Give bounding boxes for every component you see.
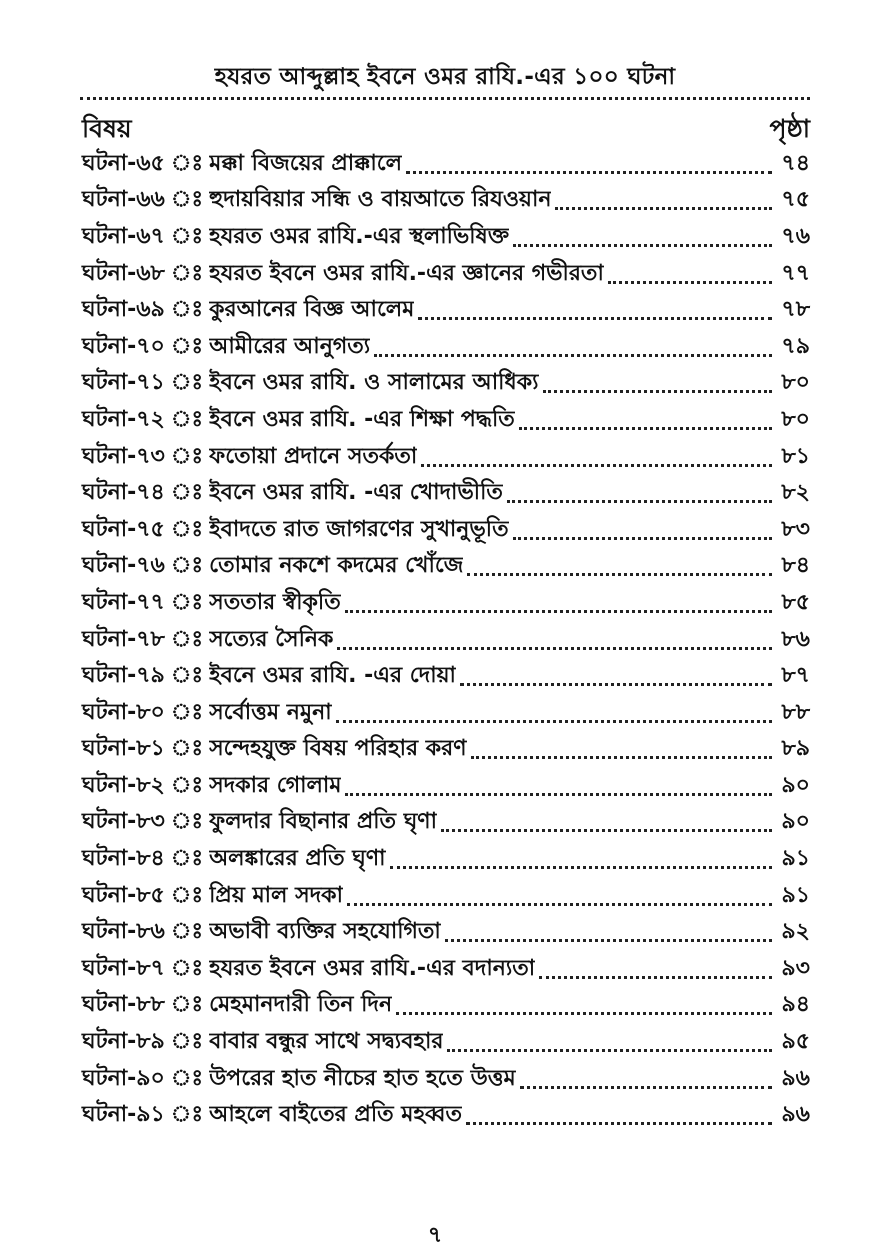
entry-label: ঘটনা-৮২ xyxy=(82,772,165,798)
toc-entry xyxy=(82,256,810,293)
entry-page-number: ৭৬ xyxy=(781,223,810,249)
entry-page-number: ৯৬ xyxy=(781,1102,810,1128)
entry-label: ঘটনা-৭৪ xyxy=(82,480,165,506)
entry-page-number: ৮৪ xyxy=(781,553,810,579)
entry-separator: ঃ xyxy=(170,663,204,689)
toc-entry xyxy=(82,768,810,805)
entry-title: ইবনে ওমর রাযি. -এর দোয়া xyxy=(209,663,456,689)
entry-separator: ঃ xyxy=(170,187,204,213)
entry-label: ঘটনা-৭৬ xyxy=(82,553,165,579)
entry-title: হুদায়বিয়ার সন্ধি ও বায়আতে রিযওয়ান xyxy=(209,187,552,213)
entry-page-number: ৮৩ xyxy=(781,516,810,542)
entry-title: হযরত ইবনে ওমর রাযি.-এর বদান্যতা xyxy=(209,955,536,981)
dot-leader xyxy=(374,354,772,357)
entry-separator: ঃ xyxy=(170,150,204,176)
entry-label: ঘটনা-৮৫ xyxy=(82,882,165,908)
entry-title: হযরত ওমর রাযি.-এর স্থলাভিষিক্ত xyxy=(209,223,510,249)
entry-page-number: ৮০ xyxy=(781,370,810,396)
entry-label: ঘটনা-৭৩ xyxy=(82,443,165,469)
dot-leader xyxy=(337,647,772,650)
toc-entry xyxy=(82,292,810,329)
entry-page-number: ৮১ xyxy=(781,443,810,469)
toc-entry xyxy=(82,439,810,476)
entry-title: তোমার নকশে কদমের খোঁজে xyxy=(209,553,464,579)
page-number: ৭ xyxy=(427,1223,443,1248)
entry-label: ঘটনা-৮৩ xyxy=(82,809,165,835)
entry-page-number: ৮৯ xyxy=(781,736,810,762)
entry-label: ঘটনা-৭০ xyxy=(82,333,165,359)
table-of-contents xyxy=(82,146,810,1134)
entry-separator: ঃ xyxy=(170,736,204,762)
column-headings xyxy=(82,112,810,148)
entry-separator: ঃ xyxy=(170,553,204,579)
toc-entry xyxy=(82,841,810,878)
toc-entry xyxy=(82,1097,810,1134)
toc-entry xyxy=(82,585,810,622)
toc-entry xyxy=(82,146,810,183)
toc-entry xyxy=(82,402,810,439)
dot-leader xyxy=(608,281,772,284)
toc-entry xyxy=(82,805,810,842)
entry-title: কুরআনের বিজ্ঞ আলেম xyxy=(209,297,415,323)
dot-leader xyxy=(445,939,772,942)
entry-title: সত্যের সৈনিক xyxy=(209,626,334,652)
header-dotted-rule xyxy=(80,97,810,100)
entry-page-number: ৭৪ xyxy=(781,150,810,176)
entry-separator: ঃ xyxy=(170,589,204,615)
entry-separator: ঃ xyxy=(170,1065,204,1091)
dot-leader xyxy=(460,683,772,686)
entry-separator: ঃ xyxy=(170,260,204,286)
entry-title: ইবনে ওমর রাযি. ও সালামের আধিক্য xyxy=(209,370,539,396)
entry-page-number: ৮৫ xyxy=(781,589,810,615)
running-header: হযরত আব্দুল্লাহ ইবনে ওমর রাযি.-এর ১০০ ঘটনা xyxy=(214,64,676,90)
dot-leader xyxy=(396,1012,772,1015)
toc-entry xyxy=(82,183,810,220)
toc-entry xyxy=(82,914,810,951)
dot-leader xyxy=(336,720,772,723)
dot-leader xyxy=(471,756,772,759)
entry-separator: ঃ xyxy=(170,809,204,835)
entry-page-number: ৯৬ xyxy=(781,1065,810,1091)
entry-label: ঘটনা-৬৫ xyxy=(82,150,165,176)
entry-separator: ঃ xyxy=(170,297,204,323)
entry-page-number: ৯৩ xyxy=(781,955,810,981)
entry-page-number: ৮৬ xyxy=(781,626,810,652)
toc-entry xyxy=(82,329,810,366)
entry-separator: ঃ xyxy=(170,406,204,432)
entry-separator: ঃ xyxy=(170,443,204,469)
entry-label: ঘটনা-৭২ xyxy=(82,406,165,432)
entry-separator: ঃ xyxy=(170,223,204,249)
entry-title: আমীরের আনুগত্য xyxy=(209,333,371,359)
entry-title: বাবার বন্ধুর সাথে সদ্ব্যবহার xyxy=(209,1029,444,1055)
entry-page-number: ৯১ xyxy=(781,882,810,908)
entry-title: মক্কা বিজয়ের প্রাক্কালে xyxy=(209,150,402,176)
entry-page-number: ৯০ xyxy=(781,772,810,798)
dot-leader xyxy=(513,244,772,247)
entry-title: প্রিয় মাল সদকা xyxy=(209,882,343,908)
entry-separator: ঃ xyxy=(170,1029,204,1055)
dot-leader xyxy=(520,1086,772,1089)
dot-leader xyxy=(467,573,772,576)
entry-label: ঘটনা-৮৬ xyxy=(82,919,165,945)
page-heading: পৃষ্ঠা xyxy=(769,113,810,143)
entry-title: অভাবী ব্যক্তির সহযোগিতা xyxy=(209,919,441,945)
toc-entry xyxy=(82,512,810,549)
entry-title: অলঙ্কারের প্রতি ঘৃণা xyxy=(209,846,386,872)
entry-label: ঘটনা-৬৬ xyxy=(82,187,165,213)
entry-separator: ঃ xyxy=(170,370,204,396)
dot-leader xyxy=(406,171,772,174)
entry-separator: ঃ xyxy=(170,919,204,945)
entry-label: ঘটনা-৭৯ xyxy=(82,663,165,689)
entry-title: ফতোয়া প্রদানে সতর্কতা xyxy=(209,443,418,469)
dot-leader xyxy=(447,1049,772,1052)
entry-page-number: ৯২ xyxy=(781,919,810,945)
entry-label: ঘটনা-৮৪ xyxy=(82,846,165,872)
entry-label: ঘটনা-৮৮ xyxy=(82,992,165,1018)
entry-separator: ঃ xyxy=(170,516,204,542)
dot-leader xyxy=(519,427,772,430)
entry-page-number: ৭৯ xyxy=(781,333,810,359)
entry-label: ঘটনা-৭৫ xyxy=(82,516,165,542)
entry-title: সর্বোত্তম নমুনা xyxy=(209,699,332,725)
subject-heading: বিষয় xyxy=(82,113,132,143)
dot-leader xyxy=(345,793,772,796)
toc-entry xyxy=(82,732,810,769)
entry-separator: ঃ xyxy=(170,333,204,359)
entry-title: ইবনে ওমর রাযি. -এর শিক্ষা পদ্ধতি xyxy=(209,406,515,432)
entry-page-number: ৭৫ xyxy=(781,187,810,213)
dot-leader xyxy=(390,866,772,869)
entry-label: ঘটনা-৭৭ xyxy=(82,589,165,615)
entry-separator: ঃ xyxy=(170,955,204,981)
dot-leader xyxy=(345,610,772,613)
entry-title: হযরত ইবনে ওমর রাযি.-এর জ্ঞানের গভীরতা xyxy=(209,260,604,286)
dot-leader xyxy=(466,1122,772,1125)
toc-entry xyxy=(82,219,810,256)
entry-title: সততার স্বীকৃতি xyxy=(209,589,341,615)
toc-entry xyxy=(82,475,810,512)
toc-entry xyxy=(82,366,810,403)
entry-page-number: ৯৫ xyxy=(781,1029,810,1055)
dot-leader xyxy=(543,390,772,393)
entry-page-number: ৭৭ xyxy=(781,260,810,286)
dot-leader xyxy=(421,464,772,467)
toc-entry xyxy=(82,1061,810,1098)
dot-leader xyxy=(513,537,772,540)
toc-entry xyxy=(82,549,810,586)
entry-label: ঘটনা-৯১ xyxy=(82,1102,165,1128)
entry-page-number: ৮২ xyxy=(781,480,810,506)
dot-leader xyxy=(441,829,772,832)
toc-entry xyxy=(82,951,810,988)
entry-label: ঘটনা-৮১ xyxy=(82,736,165,762)
toc-entry xyxy=(82,622,810,659)
entry-title: ফুলদার বিছানার প্রতি ঘৃণা xyxy=(209,809,437,835)
entry-label: ঘটনা-৬৯ xyxy=(82,297,165,323)
entry-title: উপরের হাত নীচের হাত হতে উত্তম xyxy=(209,1065,516,1091)
entry-separator: ঃ xyxy=(170,699,204,725)
entry-label: ঘটনা-৮০ xyxy=(82,699,165,725)
entry-separator: ঃ xyxy=(170,772,204,798)
entry-page-number: ৮০ xyxy=(781,406,810,432)
entry-page-number: ৭৮ xyxy=(781,297,810,323)
toc-entry xyxy=(82,695,810,732)
entry-label: ঘটনা-৮৭ xyxy=(82,955,165,981)
entry-label: ঘটনা-৯০ xyxy=(82,1065,165,1091)
entry-label: ঘটনা-৭১ xyxy=(82,370,165,396)
entry-title: ইবনে ওমর রাযি. -এর খোদাভীতি xyxy=(209,480,503,506)
toc-entry xyxy=(82,1024,810,1061)
dot-leader xyxy=(539,976,772,979)
entry-label: ঘটনা-৭৮ xyxy=(82,626,165,652)
entry-separator: ঃ xyxy=(170,882,204,908)
dot-leader xyxy=(418,317,772,320)
entry-separator: ঃ xyxy=(170,992,204,1018)
entry-separator: ঃ xyxy=(170,626,204,652)
entry-label: ঘটনা-৬৭ xyxy=(82,223,165,249)
entry-title: মেহমানদারী তিন দিন xyxy=(209,992,393,1018)
entry-separator: ঃ xyxy=(170,846,204,872)
entry-page-number: ৯১ xyxy=(781,846,810,872)
entry-page-number: ৯০ xyxy=(781,809,810,835)
entry-separator: ঃ xyxy=(170,1102,204,1128)
dot-leader xyxy=(507,500,772,503)
entry-title: সদকার গোলাম xyxy=(209,772,342,798)
entry-page-number: ৯৪ xyxy=(781,992,810,1018)
entry-title: আহলে বাইতের প্রতি মহব্বত xyxy=(209,1102,463,1128)
dot-leader xyxy=(555,207,772,210)
toc-entry xyxy=(82,658,810,695)
toc-entry xyxy=(82,878,810,915)
dot-leader xyxy=(347,903,772,906)
entry-title: সন্দেহযুক্ত বিষয় পরিহার করণ xyxy=(209,736,467,762)
entry-separator: ঃ xyxy=(170,480,204,506)
entry-title: ইবাদতে রাত জাগরণের সুখানুভূতি xyxy=(209,516,509,542)
toc-entry xyxy=(82,988,810,1025)
entry-label: ঘটনা-৬৮ xyxy=(82,260,165,286)
entry-page-number: ৮৭ xyxy=(781,663,810,689)
entry-label: ঘটনা-৮৯ xyxy=(82,1029,165,1055)
entry-page-number: ৮৮ xyxy=(781,699,810,725)
